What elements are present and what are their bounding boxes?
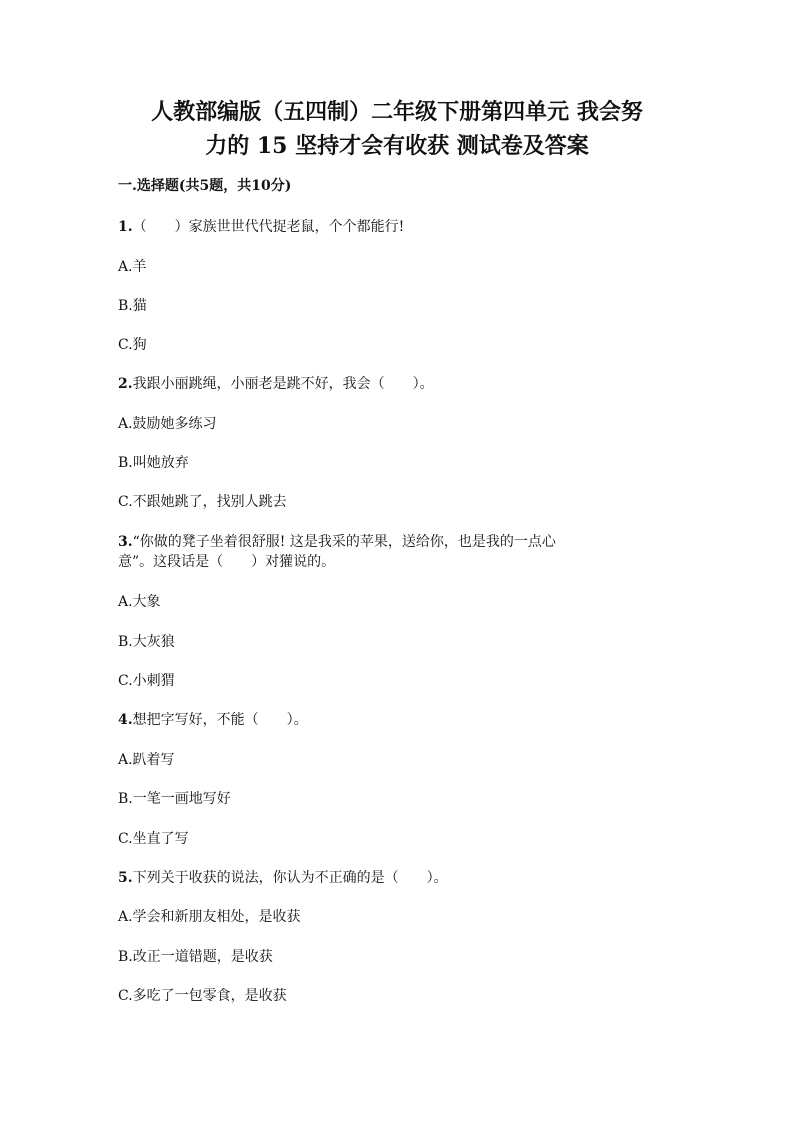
question-3-option-b: B.大灰狼 [118, 634, 175, 650]
question-text: 想把字写好，不能（ ）。 [132, 712, 308, 728]
question-3-line-2: 意”。这段话是（ ）对獾说的。 [118, 554, 336, 570]
question-3 [118, 532, 556, 552]
question-3-option-c: C.小刺猬 [118, 673, 175, 689]
question-2 [118, 374, 434, 394]
question-5-option-a: A.学会和新朋友相处，是收获 [118, 909, 301, 925]
question-1-option-b: B.猫 [118, 298, 147, 314]
question-5 [118, 868, 448, 888]
section-heading: 一.选择题(共5题，共10分) [118, 178, 292, 194]
question-number: 4. [118, 712, 133, 728]
question-4-option-c: C.坐直了写 [118, 831, 189, 847]
question-text: 下列关于收获的说法，你认为不正确的是（ ）。 [132, 870, 448, 886]
question-number: 2. [118, 376, 133, 392]
question-3-option-a: A.大象 [118, 594, 161, 610]
question-text: （ ）家族世世代代捉老鼠，个个都能行! [132, 219, 405, 235]
question-1-option-c: C.狗 [118, 337, 147, 353]
question-5-option-b: B.改正一道错题，是收获 [118, 949, 273, 965]
title-line-1: 人教部编版（五四制）二年级下册第四单元 我会努 [151, 99, 643, 125]
question-2-option-b: B.叫她放弃 [118, 455, 189, 471]
question-number: 3. [118, 534, 133, 550]
question-text: 我跟小丽跳绳，小丽老是跳不好，我会（ ）。 [132, 376, 434, 392]
question-2-option-c: C.不跟她跳了，找别人跳去 [118, 494, 287, 510]
question-text: “你做的凳子坐着很舒服! 这是我采的苹果，送给你，也是我的一点心 [132, 534, 556, 550]
question-number: 1. [118, 219, 133, 235]
question-5-option-c: C.多吃了一包零食，是收获 [118, 988, 287, 1004]
question-1 [118, 217, 404, 237]
document-title [100, 95, 694, 163]
question-4 [118, 710, 308, 730]
question-4-option-b: B.一笔一画地写好 [118, 791, 231, 807]
title-line-2: 力的 15 坚持才会有收获 测试卷及答案 [205, 133, 589, 159]
question-1-option-a: A.羊 [118, 259, 147, 275]
question-number: 5. [118, 870, 133, 886]
question-2-option-a: A.鼓励她多练习 [118, 416, 217, 432]
question-4-option-a: A.趴着写 [118, 752, 175, 768]
